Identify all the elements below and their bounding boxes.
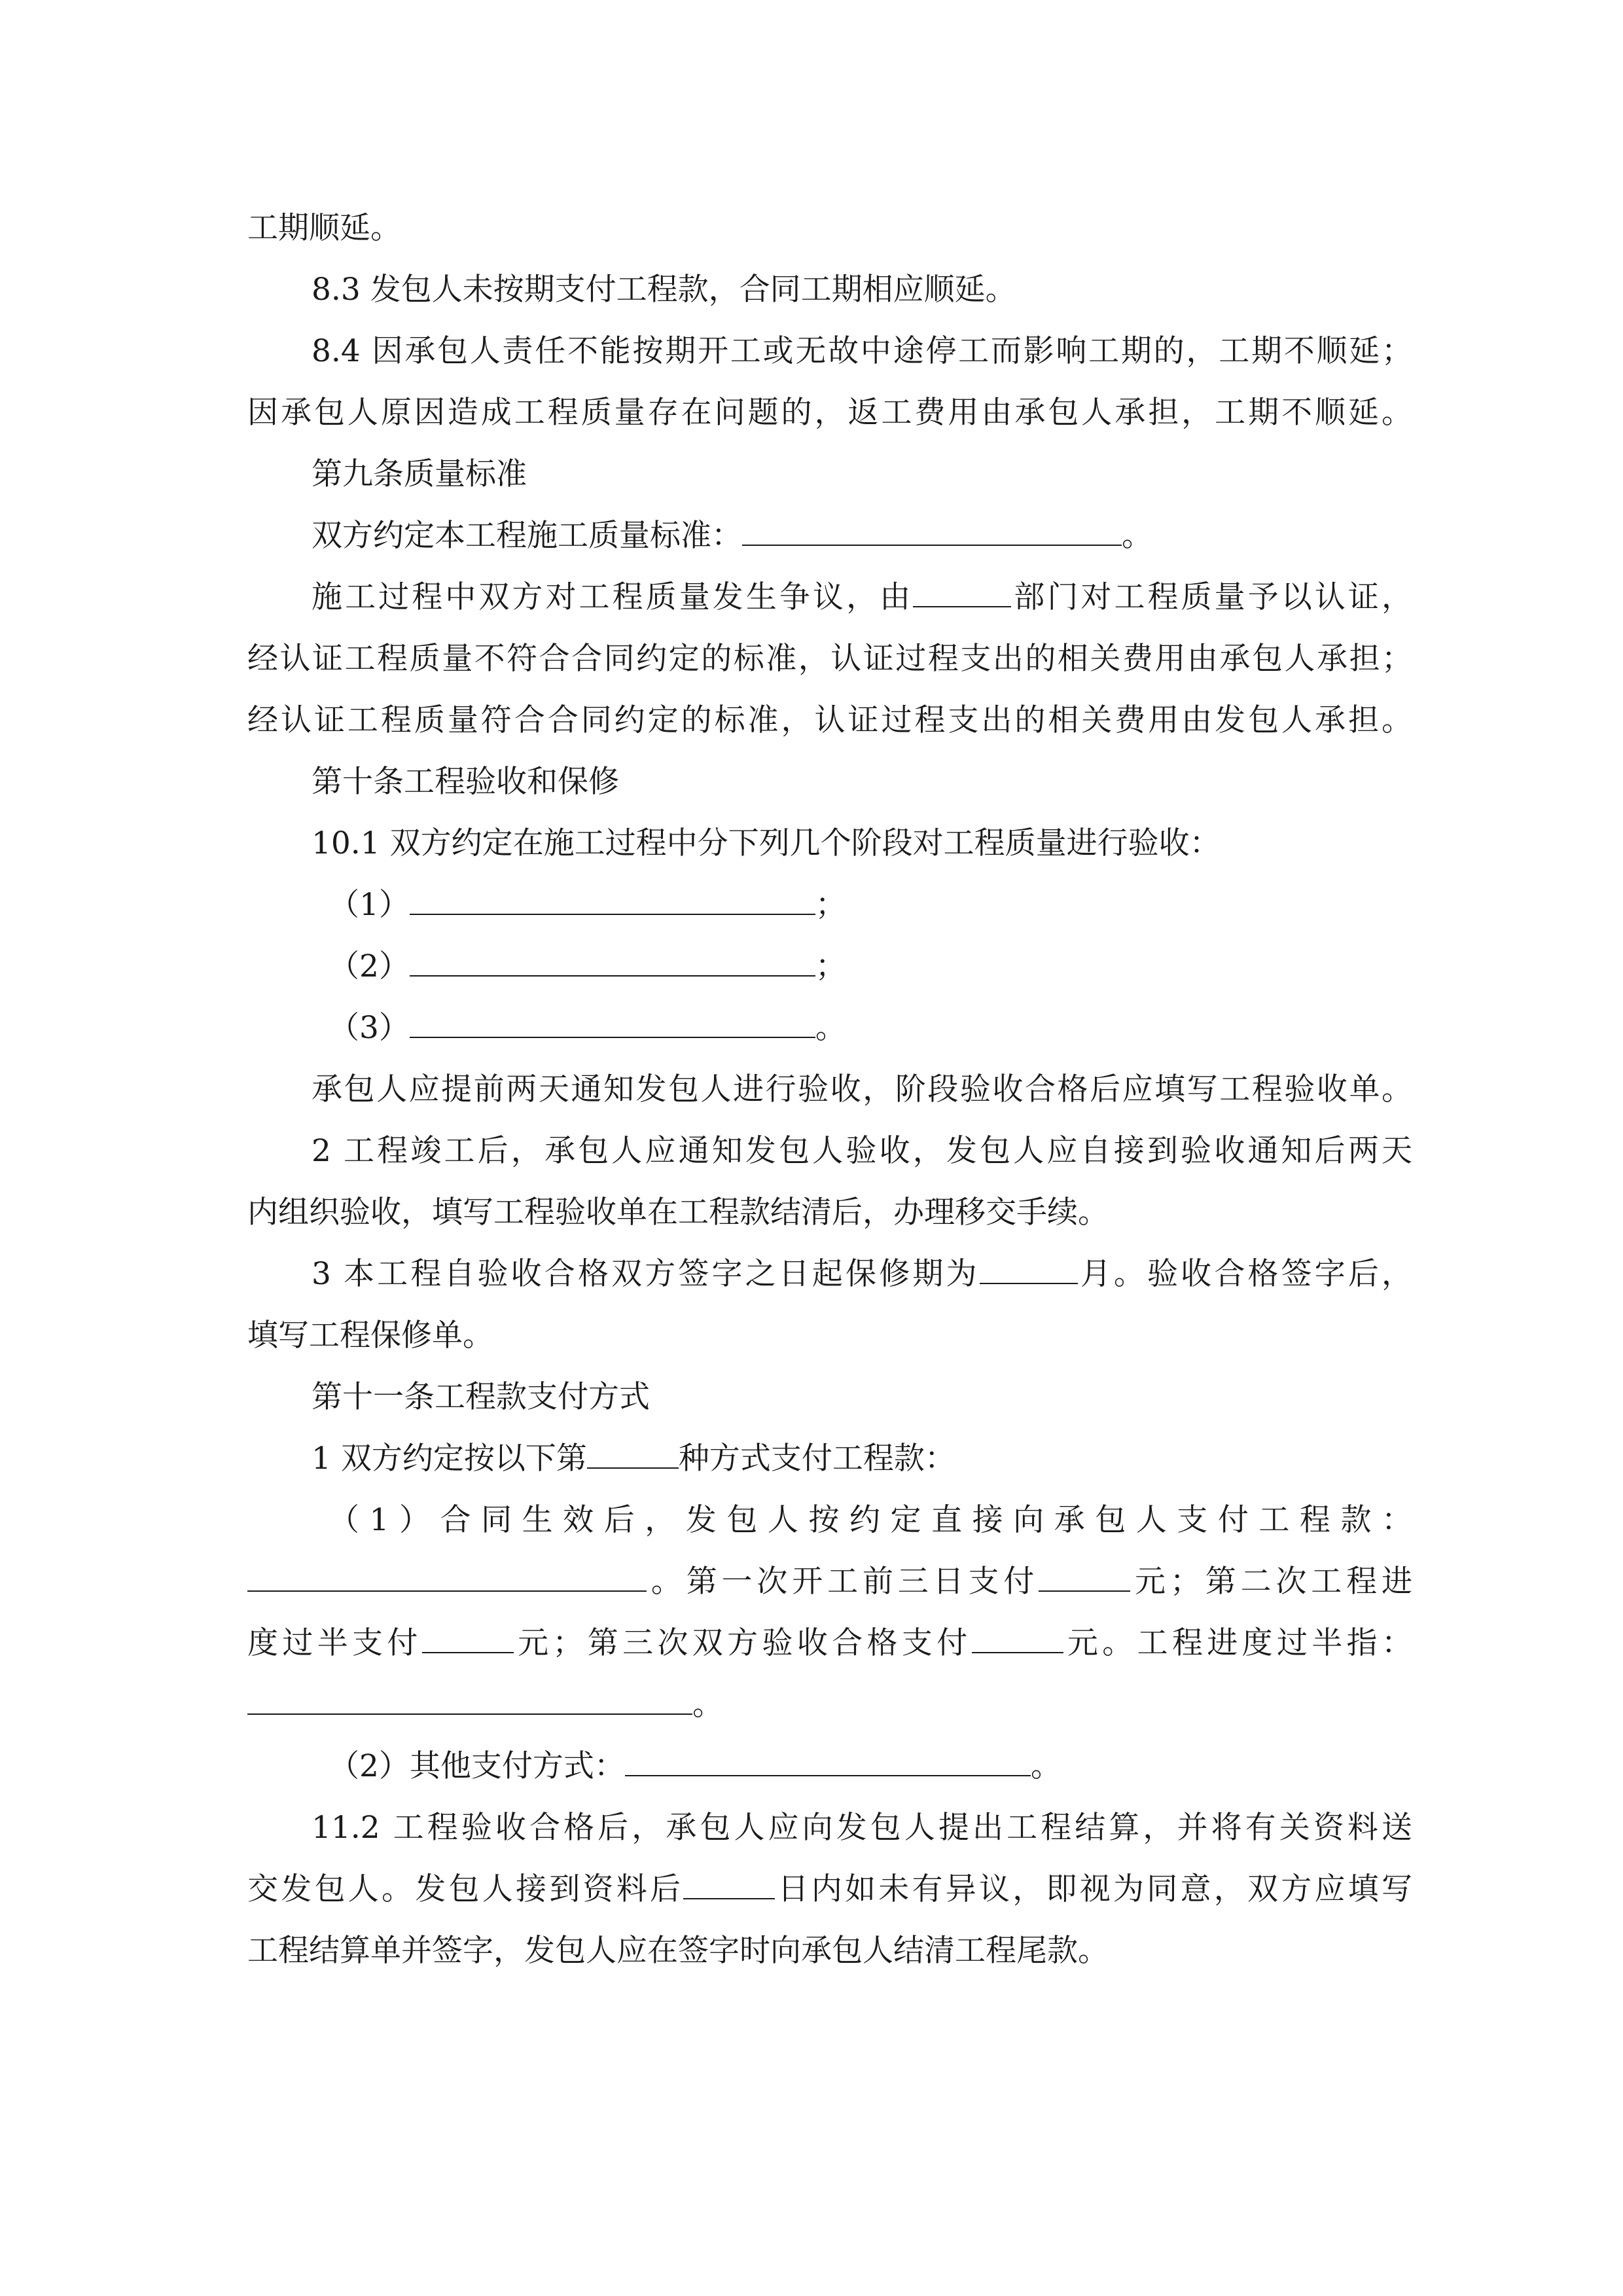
text-line	[247, 1685, 1412, 1725]
line-text: 部门对工程质量予以认证，	[1011, 579, 1413, 615]
text-line	[247, 208, 1412, 249]
clause-8-4	[312, 331, 1412, 372]
line-text: 1 双方约定按以下第	[312, 1441, 587, 1477]
blank-third-payment[interactable]	[972, 1623, 1063, 1653]
clause-8-3	[312, 270, 1412, 310]
line-text: 元；第二次工程进	[1130, 1564, 1413, 1600]
text-line	[247, 639, 1412, 679]
text-line	[247, 393, 1412, 433]
stage-item-3	[329, 1008, 1412, 1049]
text-line	[312, 577, 1412, 618]
line-text: 元；第三次双方验收合格支付	[513, 1625, 972, 1661]
blank-quality-standard[interactable]	[742, 516, 1122, 546]
text-line	[247, 700, 1412, 741]
payment-option-2	[329, 1746, 1412, 1787]
text-line	[247, 1562, 1412, 1602]
clause-11-1	[312, 1439, 1412, 1479]
line-text: 工程结算单并签字，发包人应在签字时向承包人结清工程尾款。	[247, 1933, 1109, 1969]
blank-stage-3[interactable]	[410, 1008, 815, 1038]
article-11-heading	[312, 1377, 1412, 1418]
blank-other-payment[interactable]	[625, 1746, 1031, 1776]
line-text: 2 工程竣工后，承包人应通知发包人验收，发包人应自接到验收通知后两天	[312, 1133, 1412, 1169]
blank-warranty-months[interactable]	[980, 1254, 1078, 1284]
blank-stage-1[interactable]	[410, 885, 815, 915]
text-line	[312, 1069, 1412, 1110]
line-text: 种方式支付工程款：	[678, 1441, 955, 1477]
clause-10-2	[312, 1131, 1412, 1172]
text-line	[247, 1193, 1412, 1233]
line-text: 第十一条工程款支付方式	[312, 1379, 650, 1415]
blank-payment-method[interactable]	[587, 1439, 679, 1469]
line-text: 交发包人。发包人接到资料后	[247, 1871, 684, 1907]
blank-department[interactable]	[913, 577, 1011, 607]
line-text: 度过半支付	[247, 1625, 422, 1661]
clause-10-1	[312, 823, 1412, 864]
clause-10-3	[312, 1254, 1412, 1295]
text-line	[247, 1869, 1412, 1910]
stage-item-2	[329, 946, 1412, 987]
blank-stage-2[interactable]	[410, 946, 815, 977]
blank-progress-definition[interactable]	[247, 1685, 692, 1715]
text-line	[247, 1931, 1412, 1971]
stage-item-1	[329, 885, 1412, 925]
line-text: 。	[815, 1010, 846, 1046]
blank-second-payment[interactable]	[422, 1623, 514, 1653]
line-text: ；	[815, 887, 846, 923]
line-text: 。第一次开工前三日支付	[647, 1564, 1039, 1600]
line-text: 因承包人原因造成工程质量存在问题的，返工费用由承包人承担，工期不顺延。	[247, 395, 1412, 431]
line-text: （1）	[329, 887, 410, 923]
line-text: 施工过程中双方对工程质量发生争议，由	[312, 579, 914, 615]
article-9-heading	[312, 454, 1412, 495]
line-text: 内组织验收，填写工程验收单在工程款结清后，办理移交手续。	[247, 1194, 1109, 1230]
line-text: 经认证工程质量不符合合同约定的标准，认证过程支出的相关费用由承包人承担；	[247, 641, 1412, 677]
line-text: 8.4 因承包人责任不能按期开工或无故中途停工而影响工期的，工期不顺延；	[312, 333, 1412, 369]
line-text: 。	[1122, 518, 1152, 554]
line-text: 元。工程进度过半指：	[1063, 1625, 1413, 1661]
line-text: 填写工程保修单。	[247, 1318, 493, 1354]
line-text: （3）	[329, 1010, 410, 1046]
line-text: （2）	[329, 948, 410, 984]
line-text: ；	[815, 948, 846, 984]
line-text: 工期顺延。	[247, 210, 401, 246]
blank-first-payment[interactable]	[1039, 1562, 1130, 1592]
text-line	[247, 1316, 1412, 1356]
line-text: 11.2 工程验收合格后，承包人应向发包人提出工程结算，并将有关资料送	[312, 1810, 1412, 1846]
line-text: 第九条质量标准	[312, 456, 527, 492]
line-text: 经认证工程质量符合合同约定的标准，认证过程支出的相关费用由发包人承担。	[247, 702, 1412, 738]
text-line	[247, 1623, 1412, 1664]
line-text: 日内如未有异议，即视为同意，双方应填写	[775, 1871, 1412, 1907]
line-text: 双方约定本工程施工质量标准：	[312, 518, 742, 554]
blank-payment-detail[interactable]	[247, 1562, 647, 1592]
line-text: （1）合同生效后，发包人按约定直接向承包人支付工程款：	[329, 1502, 1412, 1538]
article-10-heading	[312, 762, 1412, 802]
blank-review-days[interactable]	[683, 1869, 775, 1899]
line-text: 。	[692, 1687, 723, 1723]
clause-11-2	[312, 1808, 1412, 1848]
payment-option-1	[329, 1500, 1412, 1541]
line-text: 第十条工程验收和保修	[312, 764, 619, 800]
text-line	[312, 516, 1412, 556]
line-text: 承包人应提前两天通知发包人进行验收，阶段验收合格后应填写工程验收单。	[312, 1071, 1412, 1107]
line-text: 10.1 双方约定在施工过程中分下列几个阶段对工程质量进行验收：	[312, 825, 1221, 861]
line-text: 月。验收合格签字后，	[1077, 1256, 1413, 1292]
line-text: 3 本工程自验收合格双方签字之日起保修期为	[312, 1256, 980, 1292]
line-text: （2）其他支付方式：	[329, 1748, 625, 1784]
line-text: 。	[1030, 1748, 1061, 1784]
line-text: 8.3 发包人未按期支付工程款，合同工期相应顺延。	[312, 272, 1016, 308]
